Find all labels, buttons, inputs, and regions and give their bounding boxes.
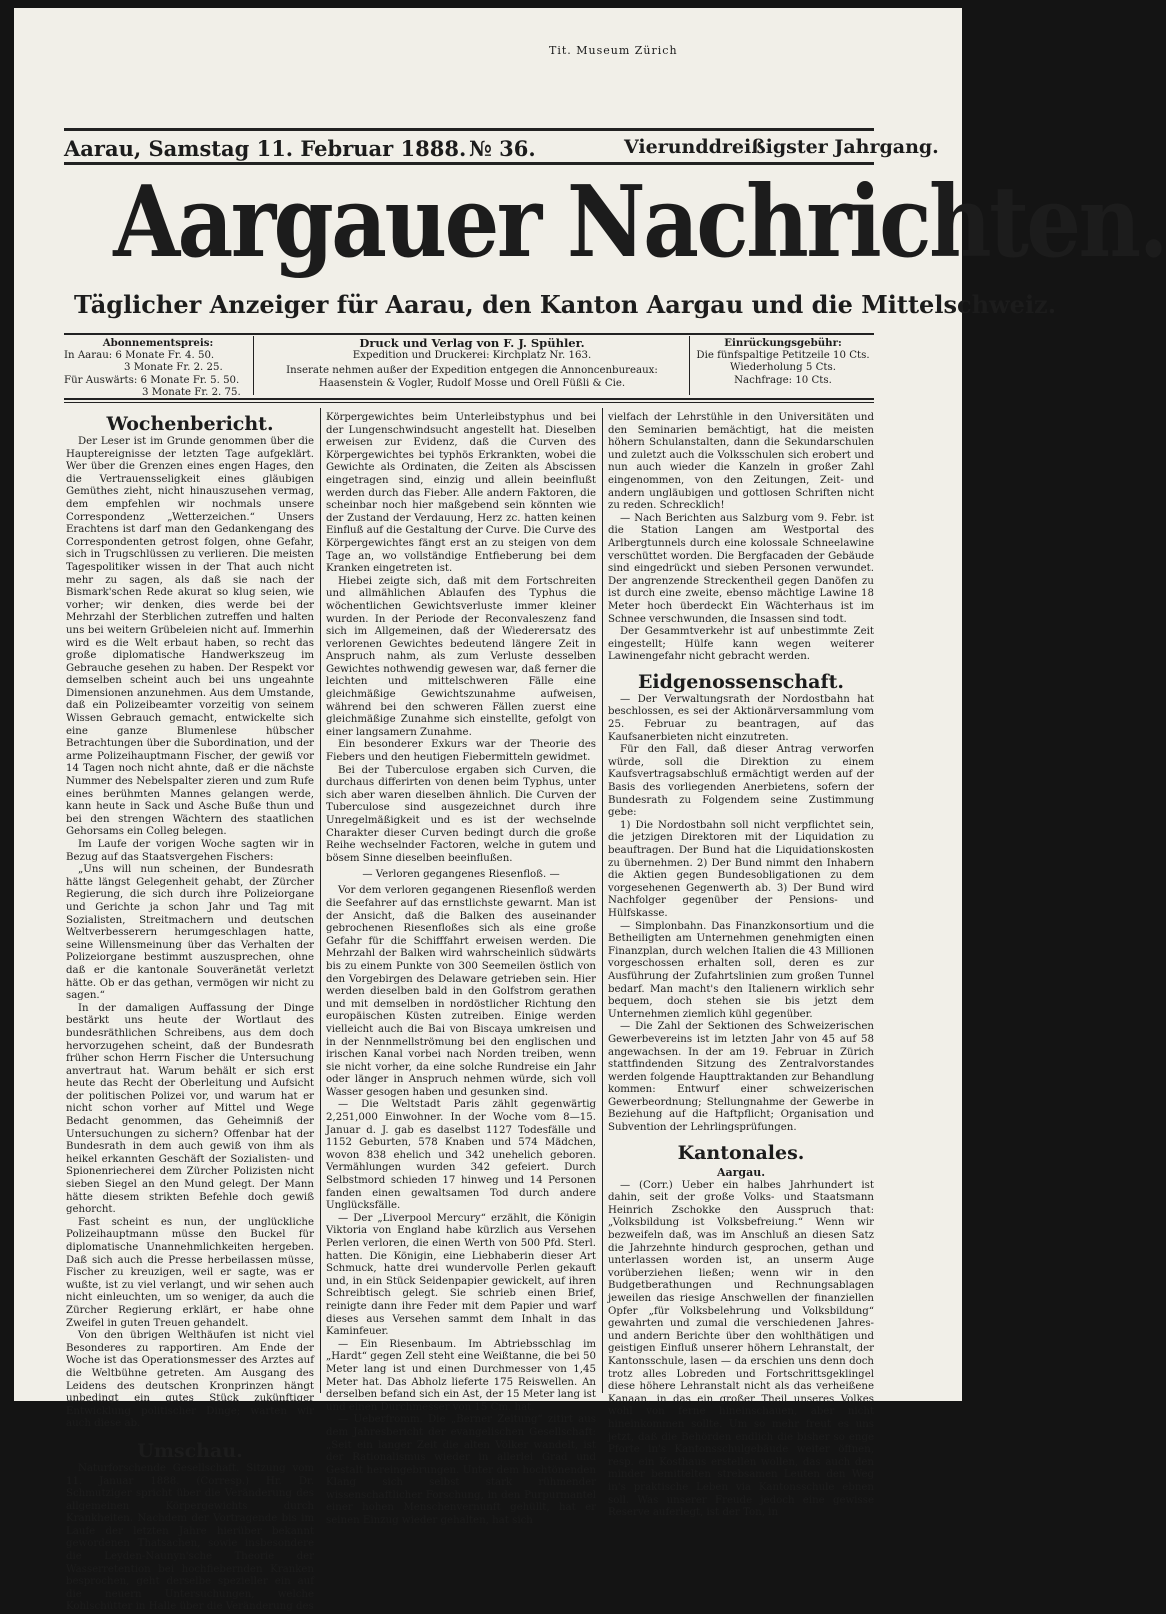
paragraph: Fast scheint es nun, der unglückliche Polizeihauptmann müsse den Buckel für diplomatische Unannehmlichkeiten hergeben. Daß sich auch die Presse herbeilassen müsse, Fischer zu kreuzigen, weil er sagte, was er wußte, ist zu viel verlangt, und wir sehen auch nicht einleuchten, um so weniger, da auch die Zürcher Regierung erklärt, er habe ohne Zweifel in guten Treuen gehandelt. <box>66 1216 314 1329</box>
paragraph: — (Corr.) Ueber ein halbes Jahrhundert ist dahin, seit der große Volks- und Staatsmann Heinrich Zschokke den Ausspruch that: „Volksbildung ist Volksbefreiung.“ Wenn wir bezweifeln daß, was im Anschluß an diesen Satz die Jahrzehnte hindurch gesprochen, gethan und unterlassen worden ist, an unserm Auge vorüberziehen ließen; wenn wir in den Budgetberathungen und Rechnungsablagen jeweilen das riesige Anschwellen der finanziellen Opfer „für Volksbelehrung und Volksbildung“ gewahrten und zumal die verschiedenen Jahres- und andern Berichte über den wohlthätigen und geistigen Einfluß unserer höhern Lehranstalt, der Kantonsschule, lasen — da erschien uns denn doch trotz alles Lobreden und Fortschrittsgeklingel diese höhere Lehranstalt nicht als das verheißene Kanaan, in das ein großer Theil unseres Volkes wohl von ferne hineinschauen, aber nicht hineinkommen sollte. Um so mehr freut es uns jetzt, daß die Behörden endlich die bisher so enge Pforte in's Kantonsschulgebäude weiter öffnen, resp. ein Kosthaus erstellen wollen, das auch den minder bemittelten strebsamen Leuten den Weg in's praktische Leben via Kantonsschule ebnen soll. Was unserer Freude jedoch eine gewisse Reserve auferlegt, ist der Ton, in <box>608 1179 874 1519</box>
paragraph: — Simplonbahn. Das Finanzkonsortium und die Betheiligten am Unternehmen genehmigten einen Finanzplan, durch welchen Italien die 43 Millionen vorgeschossen erhalten soll, deren es zur Ausführung der Zufahrtslinien zum großen Tunnel bedarf. Man macht's den Italienern wirklich sehr bequem, doch stehen sie bis jetzt dem Unternehmen ziemlich kühl gegenüber. <box>608 920 874 1020</box>
place-date: Aarau, Samstag 11. Februar 1888. <box>64 136 467 161</box>
paragraph: Für den Fall, daß dieser Antrag verworfen würde, soll die Direktion zu einem Kaufsvertragsabschluß ermächtigt werden auf der Basis des vorliegenden Anerbietens, sofern der Bundesrath zu Folgendem seine Zustimmung gebe: <box>608 744 874 819</box>
newspaper-page <box>14 8 1166 1613</box>
masthead-title: Aargauer Nachrichten. <box>113 165 1166 280</box>
volume: Vierunddreißigster Jahrgang. <box>624 136 939 158</box>
subscription-line: Für Auswärts: 6 Monate Fr. 5. 50. <box>64 374 240 386</box>
column-3 <box>608 412 874 1519</box>
publisher-line: Haasenstein & Vogler, Rudolf Mosse und Orell Füßli & Cie. <box>318 377 626 389</box>
publisher-line: Inserate nehmen außer der Expedition entgegen die Annoncenbureaux: <box>286 365 658 377</box>
paragraph: Der Leser ist im Grunde genommen über die Hauptereignisse der letzten Tage aufgeklärt. Wer über die Grenzen eines engen Hages, den die Vertrauensseligkeit eines gläubigen Gemüthes zieht, nicht hinauszusehen vermag, dem empfehlen wir nochmals unsere Correspondenz „Wetterzeichen.“ Unsers Erachtens ist darf man den Gedankengang des Correspondenten getrost folgen, ohne Gefahr, sich in Trugschlüssen zu verlieren. Die meisten Tagespolitiker wissen in der That auch nicht mehr zu sagen, als daß sie nach der Bismark'schen Rede akurat so klug seien, wie vorher; wir denken, dies werde bei der Mehrzahl der Sterblichen zutreffen und halten uns bei weitern Grübeleien nicht auf. Immerhin wird es die Welt erbaut haben, so recht das große diplomatische Handwerkszeug im Gebrauche gesehen zu haben. Der Respekt vor demselben scheint auch bei uns ungeahnte Dimensionen anzunehmen. Aus dem Umstande, daß ein Polizeibeamter vorzeitig von seinem Wissen Gebrauch gemacht, entwickelte sich eine ganze Blumenlese hübscher Betrachtungen über die Subordination, und der arme Polizeihauptmann Fischer, der gewiß vor 14 Tagen noch nicht ahnte, daß er die nächste Nummer des Nebelspalter zieren und zum Rufe eines berühmten Mannes gelangen werde, kann heute in Sack und Asche Buße thun und bei den strengen Wächtern des staatlichen Gehorsams ein Colleg belegen. <box>66 436 314 838</box>
paragraph: — Ueberfromm. Die „Berner Zeitung“ zitirt aus dem Jahresbericht der evangelischen Gesellschaft: „Seit ein langer Zeit die alten Völker wandelt, ist der Rationalismus wieder in allerlei Grad und Gestalt hereingebrungen. Unter dem hochtönenden Klang sich selbst stark rühmender wissenschaftlicher Forschung, in den Purpurmantel einer hohen Menschenvernunft gehüllt, hat er seinen Einzug wieder gehalten, hat sich <box>326 1414 596 1527</box>
paragraph: — Der Verwaltungsrath der Nordostbahn hat beschlossen, es sei der Aktionärversammlung vom 25. Februar zu beantragen, auf das Kaufsanerbieten nicht einzutreten. <box>608 693 874 743</box>
publisher-box <box>257 337 687 390</box>
subscription-line: 3 Monate Fr. 2. 75. <box>142 387 241 399</box>
paragraph: Im Laufe der vorigen Woche sagten wir in Bezug auf das Staatsvergehen Fischers: <box>66 839 314 863</box>
heading-eidgenossenschaft: Eidgenossenschaft. <box>637 670 845 693</box>
paragraph: Vor dem verloren gegangenen Riesenfloß werden die Seefahrer auf das ernstlichste gewarnt. Man ist der Ansicht, daß die Balken des auseinander gebrochenen Riesenfloßes sich als eine große Gefahr für die Schifffahrt erweisen werden. Die Mehrzahl der Balken wird wahrscheinlich südwärts bis zu einem Punkte von 300 Seemeilen östlich von den Vorgebirgen des Delaware getrieben sein. Hier werden dieselben bald in den Golfstrom gerathen und mit demselben in nordöstlicher Richtung den europäischen Küsten zutreiben. Einige werden vielleicht auch die Bai von Biscaya umkreisen und in der Nennmellströmung bei den englischen und irischen Kanal vorbei nach Norden treiben, wenn sie nicht vorher, da eine solche Rundreise ein Jahr oder länger in Anspruch nehmen würde, sich voll Wasser gesogen haben und gesunken sind. <box>326 885 596 1098</box>
paragraph: — Die Weltstadt Paris zählt gegenwärtig 2,251,000 Einwohner. In der Woche vom 8—15. Januar d. J. gab es daselbst 1127 Todesfälle und 1152 Geburten, 578 Knaben und 574 Mädchen, wovon 838 ehelich und 342 unehelich geboren. Vermählungen wurden 342 gefeiert. Durch Selbstmord schieden 17 hinweg und 14 Personen fanden einen gewaltsamen Tod durch andere Unglücksfälle. <box>326 1099 596 1212</box>
heading-umschau: Umschau. <box>137 1439 243 1462</box>
paragraph: Von den übrigen Welthäufen ist nicht viel Besonderes zu rapportiren. Am Ende der Woche ist das Operationsmesser des Arztes auf die Weltbühne getreten. Am Ausgang des Leidens des deutschen Kronprinzen hängt unbedingt ein gutes Stück zukünftiger Entwicklung politischer Dinge; warten wir auch diese ab. <box>66 1330 314 1430</box>
issue-number: № 36. <box>469 136 536 161</box>
rates-line: Wiederholung 5 Cts. <box>730 362 836 374</box>
heading-wochenbericht: Wochenbericht. <box>106 413 274 435</box>
library-stamp: Tit. Museum Zürich <box>549 44 678 57</box>
paragraph: In der damaligen Auffassung der Dinge bestärkt uns heute der Wortlaut des bundesräthlichen Schreibens, aus dem doch hervorzugehen scheint, daß der Bundesrath früher schon Herrn Fischer die Untersuchung anvertraut hat. Warum behält er sich erst heute das Recht der Oberleitung und Aufsicht der politischen Polizei vor, und warum hat er nicht schon vorher auf Mittel und Wege Bedacht genommen, das Geheimniß der Untersuchungen zu sichern? Offenbar hat der Bundesrath in dem auch gewiß von ihm als heikel erkannten Geschäft der Sozialisten- und Spionenriecherei dem Zürcher Polizisten nicht sieben Siegel an den Mund gelegt. Der Mann hätte diesem strikten Befehle doch gewiß gehorcht. <box>66 1002 314 1216</box>
paragraph: vielfach der Lehrstühle in den Universitäten und den Seminarien bemächtigt, hat die meisten höhern Schulanstalten, dann die Sekundarschulen und zuletzt auch die Volksschulen sich erobert und nun auch wieder die Kanzeln in großer Zahl eingenommen, von den Zeitungen, Zeit- und andern ungläubigen und gottlosen Schriften nicht zu reden. Schrecklich! <box>608 412 874 512</box>
paragraph: Naturforschende Gesellschaft. Sitzung vom 11. Januar 1888. (Corresp.) Hr. Dr. Schmutziger spricht über die Veränderung des allgemeinen Körpergewichts durch Krankheiten. Nachdem der Vortragende bis im Laufe der letzten Jahre hierüber bekannt gewordenen Thatsachen, sowie insbesondere die Leyden-Naunyn'sche Theorie der Wasserretention bei hochfiebernden Kranken besprochen, geht derselbe spezieller ein auf die neuern Untersuchungen, welche Kohlschütter in Halle über die Veränderung des <box>66 1462 314 1613</box>
article-separator: — Verloren gegangenes Riesenfloß. — <box>362 869 560 881</box>
publisher-title: Druck und Verlag von F. J. Spühler. <box>359 336 585 350</box>
masthead-subtitle: Täglicher Anzeiger für Aarau, den Kanton Aargau und die Mittelschweiz. <box>74 290 1057 319</box>
info-divider-1 <box>253 336 254 395</box>
paragraph: Körpergewichtes beim Unterleibstyphus und bei der Lungenschwindsucht angestellt hat. Dieselben erweisen zur Evidenz, daß die Curven des Körpergewichtes bei typhös Erkrankten, wobei die Gewichte als Ordinaten, die Zeiten als Abscissen eingetragen sind, einzig und allein beeinflußt werden durch das Fieber. Alle andern Faktoren, die scheinbar noch hier maßgebend sein könnten wie der Zustand der Verdauung, Herz zc. hatten keinen Einfluß auf die Gestaltung der Curve. Die Curve des Körpergewichtes fängt erst an zu steigen von dem Tage an, wo vollständige Entfieberung bei dem Kranken eingetreten ist. <box>326 412 597 575</box>
paragraph: Hiebei zeigte sich, daß mit dem Fortschreiten und allmählichen Ablaufen des Typhus die wöchentlichen Gewichtsverluste immer kleiner wurden. In der Periode der Reconvaleszenz fand sich im Allgemeinen, daß der Wiederersatz des verlorenen Gewichtes bedeutend längere Zeit in Anspruch nahm, als zum Verluste desselben Gewichtes nothwendig gewesen war, daß ferner die leichten und mittelschweren Fälle eine gleichmäßige Gewichtszunahme aufweisen, während bei den schweren Fällen zuerst eine gleichmäßige Zunahme sich einstellte, gefolgt von einer langsamern Zunahme. <box>326 575 596 738</box>
column-rule-2 <box>602 408 603 1393</box>
body-top-rule-thin <box>64 402 874 403</box>
paragraph: — Nach Berichten aus Salzburg vom 9. Febr. ist die Station Langen am Westportal des Arlbergtunnels durch eine kolossale Schneelawine verschüttet worden. Die Bergfacaden der Gebäude sind eingedrückt und sieben Personen verwundet. Der angrenzende Streckentheil gegen Danöfen zu ist durch eine zweite, ebenso mächtige Lawine 18 Meter hoch überdeckt Ein Wächterhaus ist im Schnee verschwunden, die Insassen sind todt. <box>608 512 874 625</box>
subscription-title: Abonnementspreis: <box>102 337 214 349</box>
paragraph: — Ein Riesenbaum. Im Abtriebsschlag im „Hardt“ gegen Zell steht eine Weißtanne, die bei 50 Meter lang ist und einen Durchmesser von 1,45 Meter hat. Das Abholz lieferte 175 Reiswellen. An derselben befand sich ein Ast, der 15 Meter lang ist und einen Durchmesser von 15 Cm. hat. <box>326 1338 596 1413</box>
heading-kantonales: Kantonales. <box>677 1141 805 1164</box>
rates-line: Die fünfspaltige Petitzeile 10 Cts. <box>696 349 870 361</box>
paragraph: Bei der Tuberculose ergaben sich Curven, die durchaus differirten von denen beim Typhus, unter sich aber waren dieselben ähnlich. Die Curven der Tuberculose sind ausgezeichnet durch ihre Unregelmäßigkeit und es ist der wechselnde Charakter dieser Curven bedingt durch die große Reihe wechselnder Factoren, welche in gutem und bösem Sinne dieselben beeinflußen. <box>326 764 596 864</box>
column-rule-1 <box>320 408 321 1393</box>
rates-title: Einrückungsgebühr: <box>724 337 842 349</box>
rates-box <box>692 337 874 387</box>
paragraph: Ein besonderer Exkurs war der Theorie des Fiebers und den heutigen Fiebermitteln gewidmet. <box>326 739 596 764</box>
subscription-box <box>64 337 252 400</box>
column-2 <box>326 412 597 1527</box>
info-top-rule <box>64 333 874 335</box>
subscription-line: 3 Monate Fr. 2. 25. <box>124 362 223 374</box>
info-divider-2 <box>689 336 690 395</box>
paragraph: Der Gesammtverkehr ist auf unbestimmte Zeit eingestellt; Hülfe kann wegen weiterer Lawinengefahr nicht gebracht werden. <box>608 626 874 663</box>
body-top-rule <box>64 398 874 400</box>
subheading-aargau: Aargau. <box>716 1165 766 1179</box>
rates-line: Nachfrage: 10 Cts. <box>734 374 832 386</box>
paragraph: — Der „Liverpool Mercury“ erzählt, die Königin Viktoria von England habe kürzlich aus Versehen Perlen verloren, die einen Werth von 500 Pfd. Sterl. hatten. Die Königin, eine Liebhaberin dieser Art Schmuck, hatte drei wundervolle Perlen gekauft und, in ein Stück Seidenpapier gewickelt, auf ihren Schreibtisch gelegt. Sie schrieb einen Brief, reinigte dann ihre Feder mit dem Papier und warf dieses aus Versehen sammt dem Inhalt in das Kaminfeuer. <box>326 1212 596 1338</box>
header-top-rule <box>64 128 874 131</box>
subscription-line: In Aarau: 6 Monate Fr. 4. 50. <box>64 349 215 361</box>
publisher-line: Expedition und Druckerei: Kirchplatz Nr. 163. <box>352 349 592 361</box>
paragraph: „Uns will nun scheinen, der Bundesrath hätte längst Gelegenheit gehabt, der Zürcher Regierung, die sich durch ihre Polizeiorgane und Gerichte ja schon Jahr und Tag mit Sozialisten, Streitmachern und deutschen Weltverbesserern herumgeschlagen hatte, seine Willensmeinung über das Verhalten der Polizeiorgane bestimmt auszusprechen, ohne daß er die kantonale Souveränetät verletzt hätte. Ob er das gethan, vermögen wir nicht zu sagen.“ <box>66 864 314 1002</box>
paragraph: 1) Die Nordostbahn soll nicht verpflichtet sein, die jetzigen Direktoren mit der Liquidation zu beauftragen. Der Bund hat die Liquidationskosten zu übernehmen. 2) Der Bund nimmt den Inhabern die Aktien gegen Bundesobligationen zu dem vorgesehenen Gegenwerth ab. 3) Der Bund wird Nachfolger gegenüber der Pensions- und Hülfskasse. <box>608 819 874 919</box>
paragraph: — Die Zahl der Sektionen des Schweizerischen Gewerbevereins ist im letzten Jahr von 45 auf 58 angewachsen. In der am 19. Februar in Zürich stattfindenden Sitzung des Zentralvorstandes werden folgende Haupttraktanden zur Behandlung kommen: Entwurf einer schweizerischen Gewerbeordnung; Stellungnahme der Gewerbe in Beziehung auf die Haftpflicht; Organisation und Subvention der Lehrlingsprüfungen. <box>608 1021 874 1134</box>
column-1 <box>66 412 314 1613</box>
